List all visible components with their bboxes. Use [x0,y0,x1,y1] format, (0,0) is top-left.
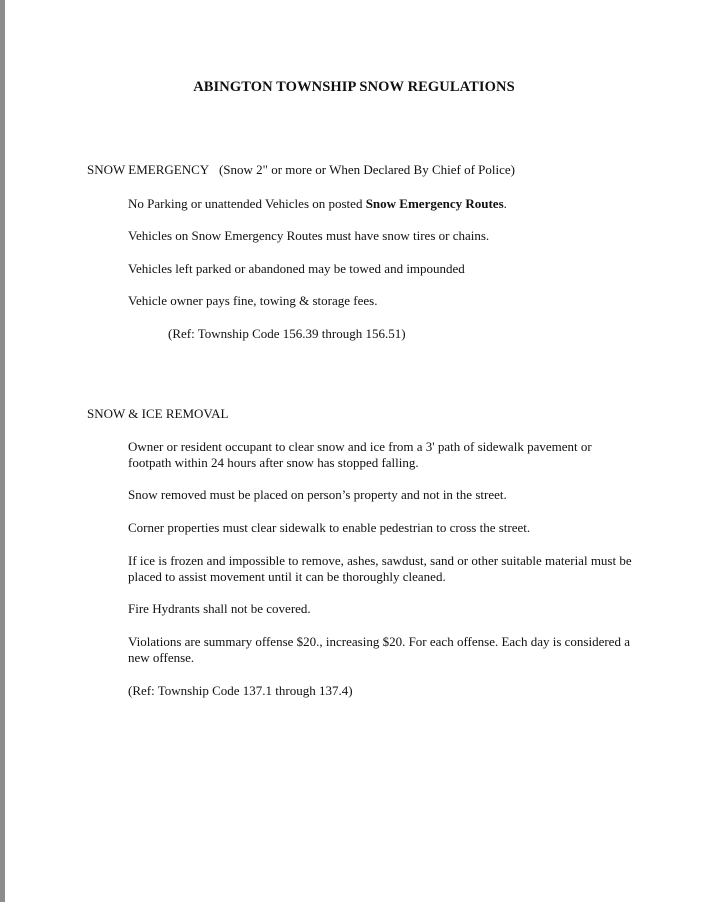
removal-item-violations: Violations are summary offense $20., increasing $20. For each offense. Each day is considered a new offense. [128,634,630,665]
removal-item-placement: Snow removed must be placed on person’s property and not in the street. [128,487,507,502]
snow-ice-removal-heading: SNOW & ICE REMOVAL [87,406,229,421]
snow-emergency-heading-row [87,162,515,178]
snow-emergency-heading: SNOW EMERGENCY [87,162,210,177]
removal-item-hydrants: Fire Hydrants shall not be covered. [128,601,311,616]
no-parking-suffix: . [503,196,507,211]
no-parking-rule [128,196,507,212]
removal-item-ice: If ice is frozen and impossible to remove, ashes, sawdust, sand or other suitable material must be placed to assist movement until it can be thoroughly cleaned. [128,553,632,584]
removal-item-corner: Corner properties must clear sidewalk to enable pedestrian to cross the street. [128,520,531,535]
no-parking-prefix: No Parking or unattended Vehicles on posted [128,196,366,211]
snow-ice-removal-reference: (Ref: Township Code 137.1 through 137.4) [128,683,353,698]
snow-emergency-routes-bold: Snow Emergency Routes [365,196,504,211]
snow-emergency-item-fees: Vehicle owner pays fine, towing & storage fees. [128,293,378,308]
snow-emergency-item-towed: Vehicles left parked or abandoned may be towed and impounded [128,261,465,276]
snow-emergency-item-tires: Vehicles on Snow Emergency Routes must have snow tires or chains. [128,228,490,243]
snow-emergency-reference: (Ref: Township Code 156.39 through 156.51) [168,326,406,341]
document-title: ABINGTON TOWNSHIP SNOW REGULATIONS [193,79,515,95]
snow-emergency-condition: (Snow 2" or more or When Declared By Chief of Police) [218,162,515,177]
removal-item-clear-path: Owner or resident occupant to clear snow and ice from a 3' path of sidewalk pavement or footpath within 24 hours after snow has stopped falling. [128,439,592,470]
